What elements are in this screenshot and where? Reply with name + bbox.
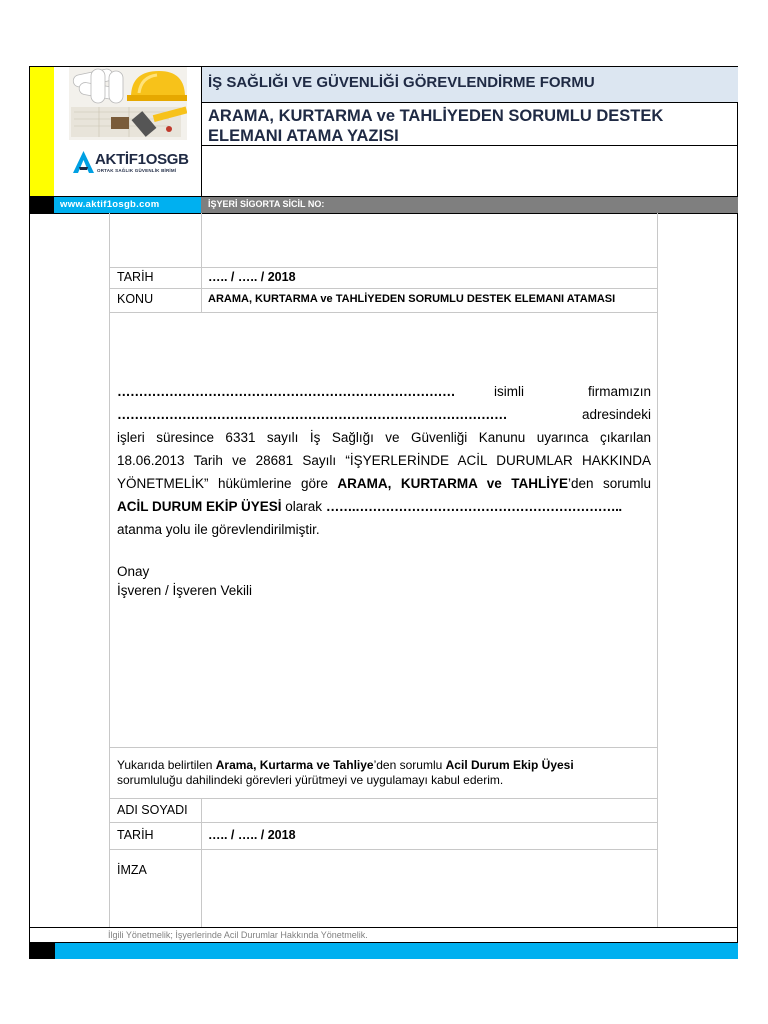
isimli-text: isimli [493,384,524,399]
body-line-4: 18.06.2013 Tarih ve 28681 Sayılı “İŞYERLERİNDE ACİL DURUMLAR HAKKINDA [117,453,651,468]
body-line-6b: olarak [281,499,326,514]
table-rule [109,822,658,823]
tarih-value[interactable]: ….. / ….. / 2018 [208,270,296,284]
adi-soyadi-label: ADI SOYADI [117,803,188,817]
letter-body [117,380,651,541]
footer-black-cell [30,943,55,959]
approval-block [117,562,252,600]
acceptance-part-1: Yukarıda belirtilen [117,758,216,772]
signature-tarih-label: TARİH [117,828,154,842]
table-left-border [109,213,110,927]
acceptance-text [117,758,647,788]
logo-name: AKTİF1OSGB [95,151,189,168]
table-rule [109,798,658,799]
construction-logo-image [69,67,187,140]
body-line-5a: YÖNETMELİK” hükümlerine göre [117,476,338,491]
imza-field[interactable] [203,851,656,926]
acceptance-part-2: Arama, Kurtarma ve Tahliye [215,758,374,772]
body-line-6 [117,495,651,518]
black-corner-cell [30,197,54,213]
body-line-6a: ACİL DURUM EKİP ÜYESİ [117,499,282,514]
onay-label: Onay [117,564,150,579]
table-right-border [657,213,658,927]
body-line-5 [117,472,651,495]
konu-value: ARAMA, KURTARMA ve TAHLİYEDEN SORUMLU DESTEK ELEMANI ATAMASI [208,293,616,305]
tarih-label: TARİH [117,270,154,284]
header-bottom-rule [30,213,738,214]
aktif-logo-icon [73,151,94,173]
adi-soyadi-field[interactable] [203,800,656,821]
address-blank[interactable]: ……………………………………………………………………………… [117,407,507,422]
website-link[interactable]: www.aktif1osgb.com [60,199,160,210]
header-rule [201,102,738,103]
body-line-5b: ARAMA, KURTARMA ve TAHLİYE [337,476,569,491]
firmamizin-text: firmamızın [587,384,651,399]
body-line-3: işleri süresince 6331 sayılı İş Sağlığı ve Güvenliği Kanunu uyarınca çıkarılan [117,430,651,445]
document-title: ARAMA, KURTARMA ve TAHLİYEDEN SORUMLU DESTEK ELEMANI ATAMA YAZISI [208,107,664,145]
table-rule [109,312,658,313]
sicil-label: İŞYERİ SİGORTA SİCİL NO: [208,199,325,209]
firm-name-blank[interactable]: …………………………………………………………………… [117,384,455,399]
table-divider [201,798,202,927]
header-rule [201,145,738,146]
logo-subtitle: ORTAK SAĞLIK GÜVENLİK BİRİMİ [97,168,177,173]
acceptance-part-5: sorumluluğu dahilindeki görevleri yürütmeyi ve uygulamayı kabul ederim. [117,773,504,787]
table-bottom-rule [30,927,738,928]
signature-tarih-value[interactable]: ….. / ….. / 2018 [208,828,296,842]
imza-label: İMZA [117,863,147,877]
address-line [117,403,651,426]
body-line-7: atanma yolu ile görevlendirilmiştir. [117,522,320,537]
table-rule [109,747,658,748]
table-rule [109,267,658,268]
acceptance-part-3: ’den sorumlu [373,758,446,772]
isveren-label: İşveren / İşveren Vekili [117,583,253,598]
konu-label: KONU [117,292,154,306]
header-divider-vertical [201,67,202,213]
footer-blue-bar [55,943,738,959]
yellow-stripe [30,67,54,197]
table-divider [201,213,202,313]
acceptance-part-4: Acil Durum Ekip Üyesi [445,758,574,772]
member-name-blank[interactable]: …….…………………………………………………….. [325,499,622,514]
table-rule [109,849,658,850]
footer-note: İlgili Yönetmelik; İşyerlerinde Acil Durumlar Hakkında Yönetmelik. [108,930,368,940]
table-rule [109,288,658,289]
body-line-5c: ’den sorumlu [568,476,652,491]
form-title: İŞ SAĞLIĞI VE GÜVENLİĞİ GÖREVLENDİRME FORMU [208,74,595,91]
adresindeki-text: adresindeki [581,407,651,422]
firm-line [117,380,651,403]
